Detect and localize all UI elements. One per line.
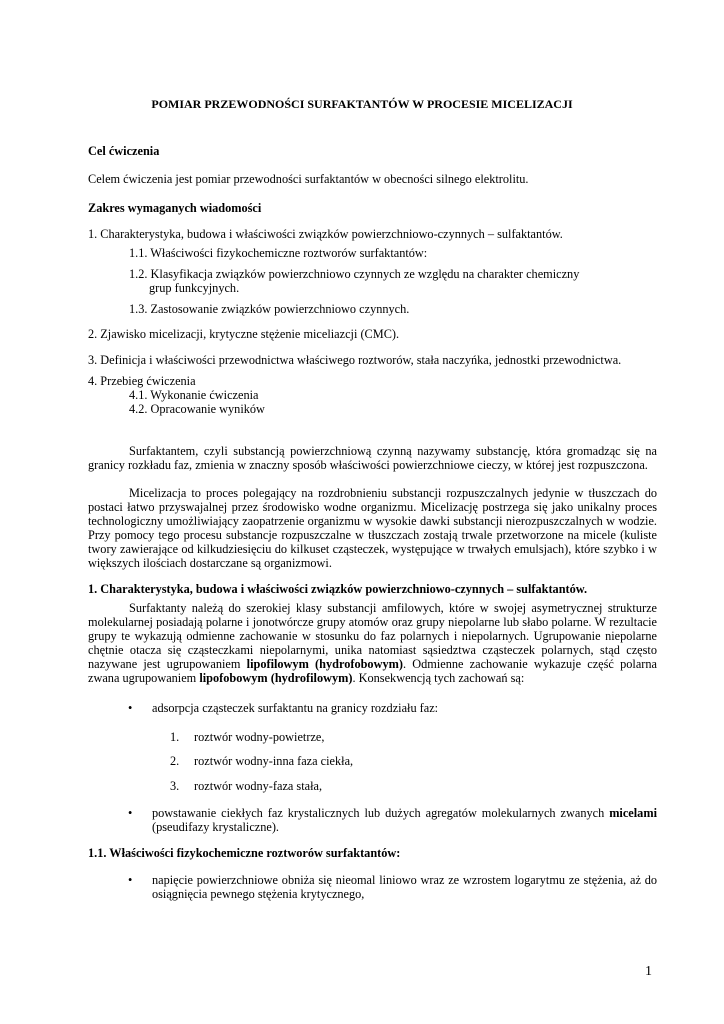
list-item: roztwór wodny-inna faza ciekła, (194, 754, 354, 768)
section-1-1-heading: 1.1. Właściwości fizykochemiczne roztworów surfaktantów: (88, 846, 401, 860)
outline-item-2: 2. Zjawisko micelizacji, krytyczne stężenie miceliazcji (CMC). (88, 327, 400, 341)
term-micele: micelami (609, 806, 657, 820)
bullet-micele: powstawanie ciekłych faz krystalicznych lub dużych agregatów molekularnych zwanych micelami (pseudifazy krystaliczne). (152, 806, 657, 834)
outline-item-1-2: 1.2. Klasyfikacja związków powierzchniowo czynnych ze względu na charakter chemiczny (129, 267, 580, 281)
bullet-icon: • (128, 701, 133, 715)
cel-heading: Cel ćwiczenia (88, 144, 160, 158)
list-item: roztwór wodny-powietrze, (194, 730, 325, 744)
zakres-heading: Zakres wymaganych wiadomości (88, 201, 262, 215)
outline-item-4-2: 4.2. Opracowanie wyników (129, 402, 265, 416)
bullet-icon: • (128, 873, 133, 887)
list-item: roztwór wodny-faza stała, (194, 779, 323, 793)
outline-item-4: 4. Przebieg ćwiczenia (88, 374, 196, 388)
bullet-adsorpcja: adsorpcja cząsteczek surfaktantu na granicy rozdziału faz: (152, 701, 439, 715)
outline-item-1: 1. Charakterystyka, budowa i właściwości związków powierzchniowo-czynnych – sulfaktantów. (88, 227, 563, 241)
page-title: POMIAR PRZEWODNOŚCI SURFAKTANTÓW W PROCESIE MICELIZACJI (151, 97, 573, 111)
outline-item-1-2-cont: grup funkcyjnych. (149, 281, 240, 295)
outline-item-1-1: 1.1. Właściwości fizykochemiczne roztworów surfaktantów: (129, 246, 428, 260)
page-number: 1 (645, 964, 652, 979)
outline-item-3: 3. Definicja i właściwości przewodnictwa właściwego roztworów, stała naczyńka, jednostki przewodnictwa. (88, 353, 622, 367)
list-item-number: 2. (170, 754, 180, 768)
list-item-number: 1. (170, 730, 180, 744)
section-1-heading: 1. Charakterystyka, budowa i właściwości związków powierzchniowo-czynnych – sulfaktantów. (88, 582, 588, 596)
section-1-paragraph: Surfaktanty należą do szerokiej klasy substancji amfilowych, które w swojej asymetrycznej strukturze molekularnej posiadają polarne i jonotwórcze grupy atomów oraz grupy niepolarne lub słabo polarne. W rezultacie grupy te wykazują odmienne zachowanie w stosunku do faz polarnych i niepolarnych. Ugrupowanie niepolarne chętnie otacza się cząsteczkami niepolarnymi, unika natomiast sąsiedztwa cząsteczek polarnych, stąd często nazywane jest ugrupowaniem lipofilowym (hydrofobowym). Odmienne zachowanie wykazuje część polarna zwana ugrupowaniem lipofobowym (hydrofilowym). Konsekwencją tych zachowań są: (88, 601, 657, 685)
list-item-number: 3. (170, 779, 180, 793)
outline-item-4-1: 4.1. Wykonanie ćwiczenia (129, 388, 259, 402)
intro-paragraph-1: Surfaktantem, czyli substancją powierzchniową czynną nazywamy substancję, która gromadząc się na granicy rozkładu faz, zmienia w znaczny sposób właściwości powierzchniowe cieczy, w której jest rozpuszczona. (88, 444, 657, 472)
intro-paragraph-2: Micelizacja to proces polegający na rozdrobnieniu substancji rozpuszczalnych jedynie w tłuszczach do postaci łatwo przyswajalnej przez środowisko wodne organizmu. Micelizację postrzega się jako unikalny proces technologiczny umożliwiający zaopatrzenie organizmu w wysokie dawki substancji nierozpuszczalnych w wodzie. Przy pomocy tego procesu substancje rozpuszczalne w tłuszczach zostają trwale przetworzone na micele (kuliste twory zawierające od kilkudziesięciu do kilkuset cząsteczek, występujące w trwałych emulsjach), które szybko i w większych ilościach dostarczane są organizmowi. (88, 486, 657, 570)
cel-text: Celem ćwiczenia jest pomiar przewodności surfaktantów w obecności silnego elektrolitu. (88, 172, 529, 186)
outline-item-1-3: 1.3. Zastosowanie związków powierzchniowo czynnych. (129, 302, 410, 316)
bullet-icon: • (128, 806, 133, 820)
term-lipofobowy: lipofobowym (hydrofilowym) (199, 671, 353, 685)
term-lipofilowy: lipofilowym (hydrofobowym) (246, 657, 403, 671)
bullet-napiecie: napięcie powierzchniowe obniża się nieomal liniowo wraz ze wzrostem logarytmu ze stężenia, aż do osiągnięcia pewnego stężenia krytycznego, (152, 873, 657, 901)
